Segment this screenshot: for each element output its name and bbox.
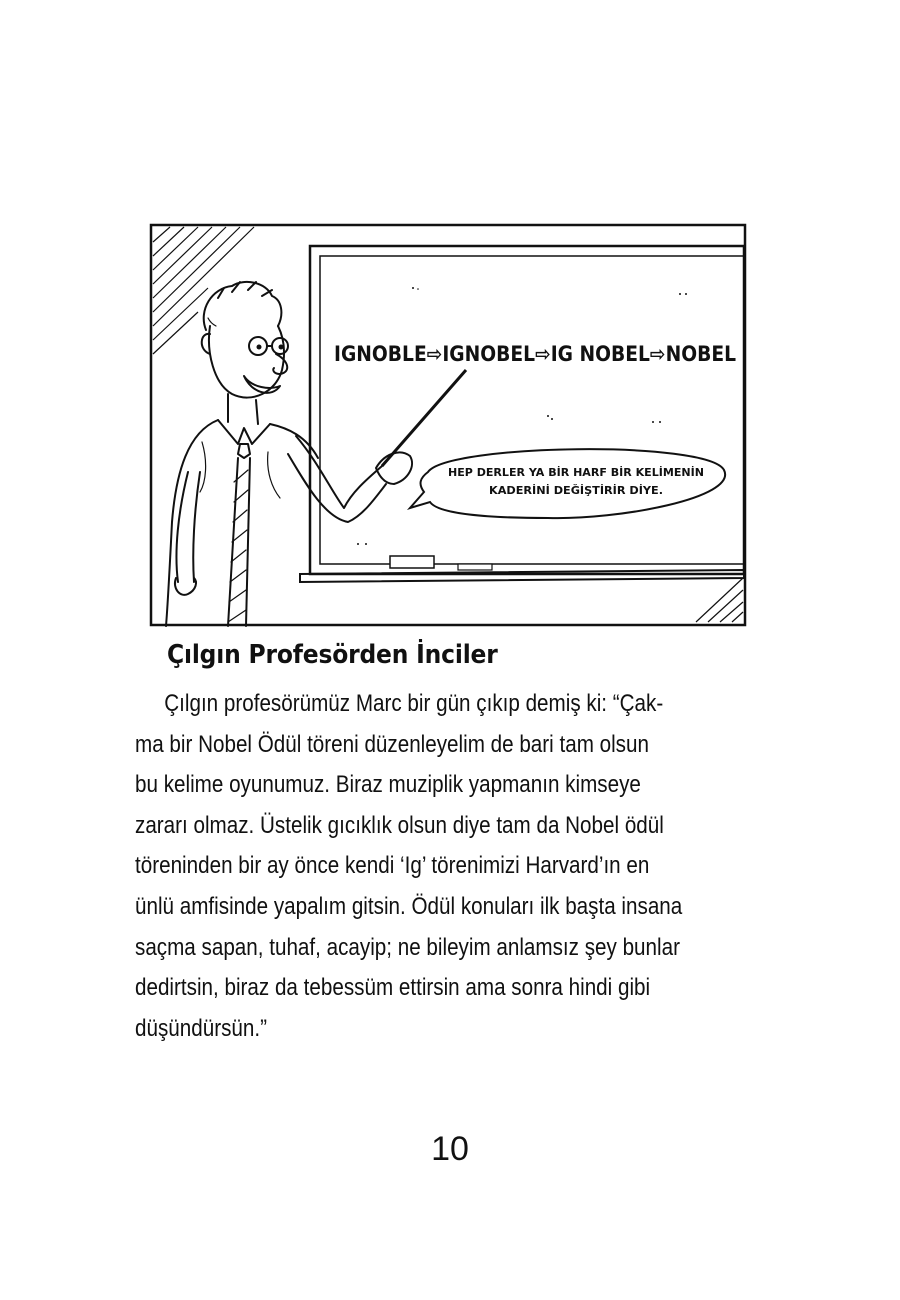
torso-left — [166, 420, 218, 626]
section-title: Çılgın Profesörden İnciler — [167, 640, 498, 670]
left-pupil — [257, 345, 262, 350]
shirt-wrinkles — [200, 442, 280, 498]
pointing-hand — [376, 452, 412, 484]
speech-bubble-line-1: HEP DERLER YA BİR HARF BİR KELİMENİN — [448, 467, 692, 479]
shirt-collar — [218, 420, 270, 444]
body-line-7: saçma sapan, tuhaf, acayip; ne bileyim anlamsız şey bunlar — [135, 933, 680, 961]
hair-detail — [208, 318, 216, 326]
pointer-stick — [382, 370, 466, 466]
professor-at-chalkboard-drawing — [148, 222, 748, 628]
body-line-9: düşündürsün.” — [135, 1014, 267, 1042]
body-line-1: Çılgın profesörümüz Marc bir gün çıkıp demiş ki: “Çak- — [164, 690, 664, 717]
body-line-8: dedirtsin, biraz da tebessüm ettirsin ama sonra hindi gibi — [135, 974, 651, 1002]
chalk-tray — [300, 570, 744, 582]
lowered-arm — [176, 472, 200, 582]
professor-nose — [273, 354, 287, 374]
professor-neck — [228, 394, 258, 424]
body-line-3: bu kelime oyunumuz. Biraz muziplik yapmanın kimseye — [135, 771, 641, 799]
professor-hair — [204, 282, 282, 330]
wall-hatching-bottom-right — [696, 578, 743, 622]
tie-stripes — [228, 470, 248, 622]
cartoon-illustration — [148, 222, 748, 628]
body-line-2: ma bir Nobel Ödül töreni düzenleyelim de bari tam olsun — [135, 730, 649, 758]
tie-knot — [238, 444, 250, 458]
body-line-6: ünlü amfisinde yapalım gitsin. Ödül konuları ilk başta insana — [135, 892, 683, 920]
chalkboard-word-chain: IGNOBLE⇨IGNOBEL⇨IG NOBEL⇨NOBEL — [334, 342, 736, 366]
pointing-arm-lower — [288, 454, 386, 522]
chalk-piece — [458, 564, 492, 570]
body-line-4: zararı olmaz. Üstelik gıcıklık olsun diye tam da Nobel ödül — [135, 811, 664, 839]
right-pupil — [279, 345, 284, 350]
hair-strands — [218, 282, 272, 298]
illustration-frame — [151, 225, 745, 625]
speech-bubble — [410, 449, 725, 518]
page-number: 10 — [431, 1130, 469, 1168]
eraser — [390, 556, 434, 568]
chalkboard-frame — [310, 246, 744, 574]
body-paragraph — [135, 684, 785, 1049]
body-line-5: töreninden bir ay önce kendi ‘Ig’ törenimizi Harvard’ın en — [135, 852, 650, 880]
speech-bubble-line-2: KADERİNİ DEĞİŞTİRİR DİYE. — [489, 485, 652, 497]
